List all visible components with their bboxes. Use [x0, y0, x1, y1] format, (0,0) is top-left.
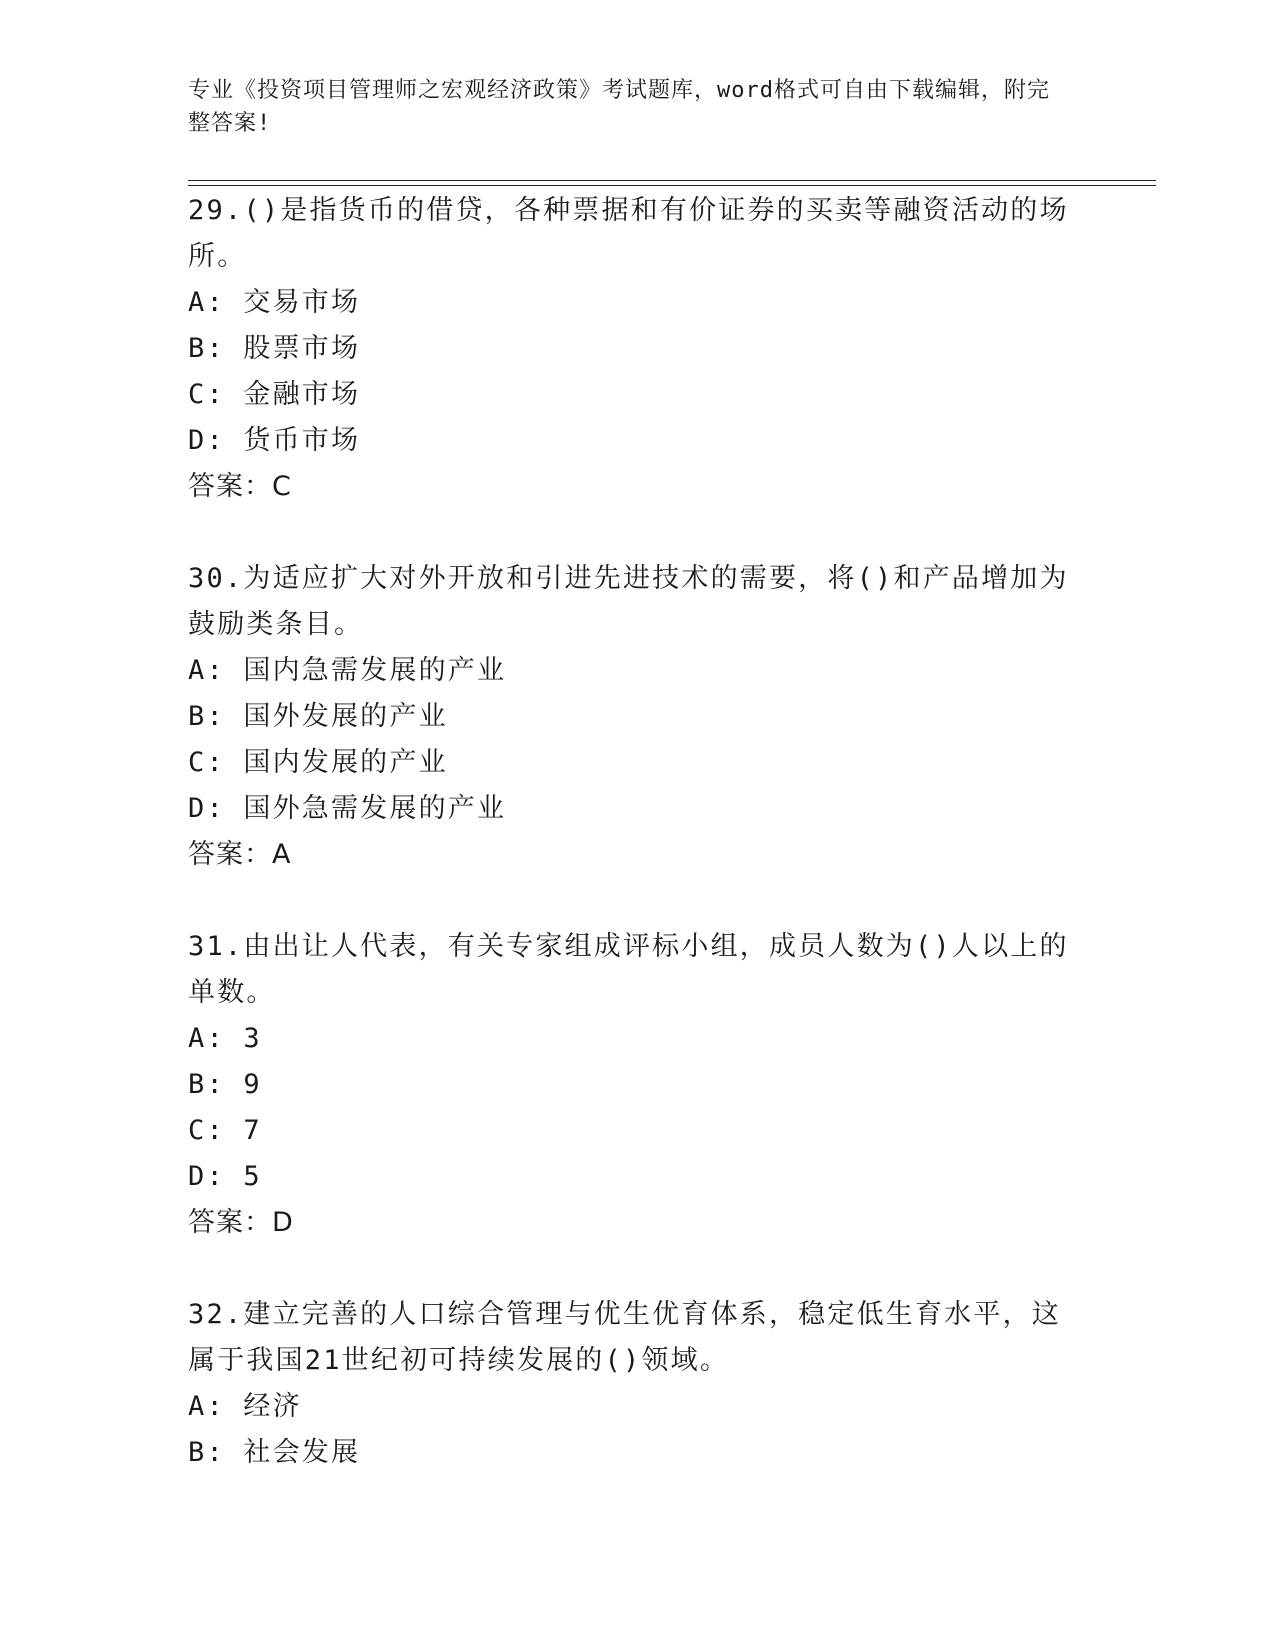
option-c: C: 国内发展的产业 — [188, 747, 448, 778]
answer-label: 答案：D — [188, 1207, 294, 1238]
question-text: 30.为适应扩大对外开放和引进先进技术的需要，将()和产品增加为鼓励类条目。 — [188, 563, 1069, 640]
question-spacer — [188, 510, 1088, 556]
option-a: A: 交易市场 — [188, 287, 361, 318]
question-text: 29.()是指货币的借贷，各种票据和有价证券的买卖等融资活动的场所。 — [188, 195, 1069, 272]
option-c: C: 7 — [188, 1115, 262, 1146]
option-d: D: 国外急需发展的产业 — [188, 793, 507, 824]
option-b: B: 社会发展 — [188, 1437, 361, 1468]
question-29 — [188, 188, 1088, 510]
question-list — [188, 188, 1088, 1476]
option-a: A: 经济 — [188, 1391, 302, 1422]
document-intro: 专业《投资项目管理师之宏观经济政策》考试题库，word格式可自由下载编辑，附完整答案! — [188, 78, 1050, 136]
option-b: B: 股票市场 — [188, 333, 361, 364]
option-c: C: 金融市场 — [188, 379, 361, 410]
question-32 — [188, 1292, 1088, 1476]
option-a: A: 国内急需发展的产业 — [188, 655, 507, 686]
question-spacer — [188, 1246, 1088, 1292]
question-30 — [188, 556, 1088, 878]
header-divider-top — [188, 180, 1156, 181]
question-text: 32.建立完善的人口综合管理与优生优育体系，稳定低生育水平，这属于我国21世纪初可持续发展的()领域。 — [188, 1299, 1061, 1376]
answer-label: 答案：C — [188, 471, 292, 502]
option-d: D: 货币市场 — [188, 425, 361, 456]
question-31 — [188, 924, 1088, 1246]
option-b: B: 9 — [188, 1069, 262, 1100]
question-spacer — [188, 878, 1088, 924]
option-a: A: 3 — [188, 1023, 262, 1054]
header-divider-bottom — [188, 185, 1156, 186]
answer-label: 答案：A — [188, 839, 292, 870]
option-b: B: 国外发展的产业 — [188, 701, 448, 732]
option-d: D: 5 — [188, 1161, 262, 1192]
question-text: 31.由出让人代表，有关专家组成评标小组，成员人数为()人以上的单数。 — [188, 931, 1069, 1008]
